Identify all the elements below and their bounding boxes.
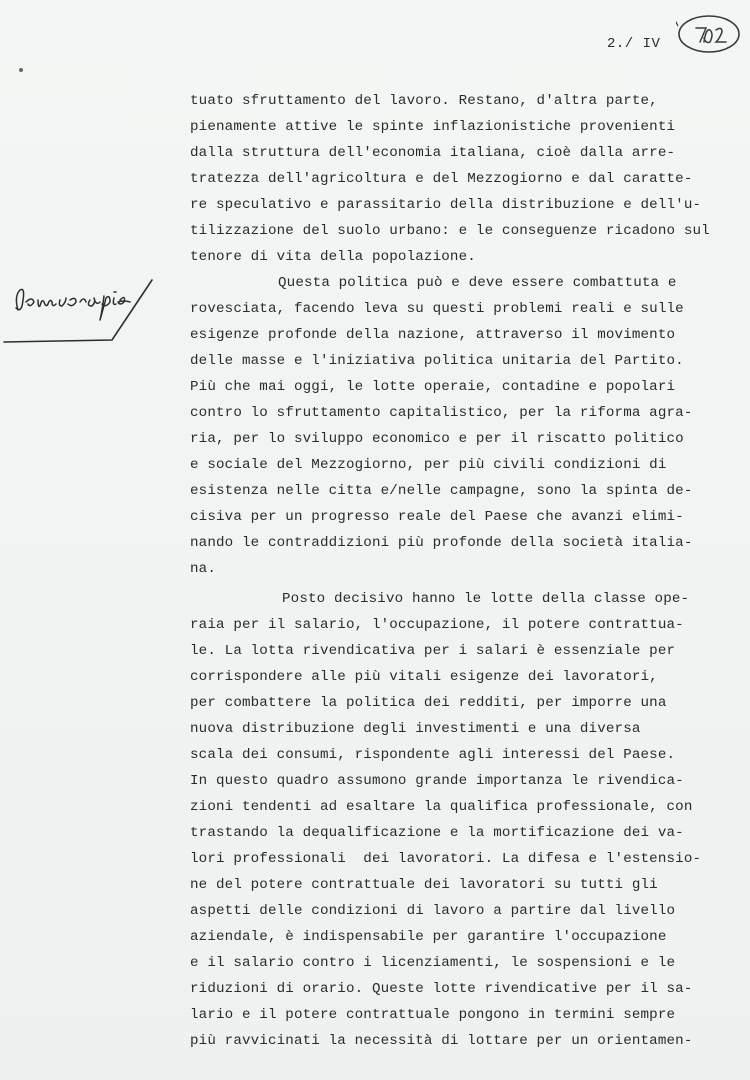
- text-line: aspetti delle condizioni di lavoro a partire dal livello: [190, 903, 676, 919]
- text-line: In questo quadro assumono grande importanza le rivendica-: [190, 773, 684, 789]
- text-line: tratezza dell'agricoltura e del Mezzogiorno e dal caratte-: [190, 171, 693, 187]
- text-line: e il salario contro i licenziamenti, le sospensioni e le: [190, 955, 676, 971]
- text-line: Più che mai oggi, le lotte operaie, contadine e popolari: [190, 379, 676, 395]
- text-line: zioni tendenti ad esaltare la qualifica professionale, con: [190, 799, 693, 815]
- typewritten-text: [190, 88, 730, 1054]
- text-line: nando le contraddizioni più profonde della società italia-: [190, 535, 693, 551]
- text-line: ne del potere contrattuale dei lavoratori su tutti gli: [190, 877, 658, 893]
- text-line: lori professionali dei lavoratori. La difesa e l'estensio-: [190, 851, 702, 867]
- text-line: tenore di vita della popolazione.: [190, 249, 476, 265]
- text-line: trastando la dequalificazione e la mortificazione dei va-: [190, 825, 684, 841]
- ink-speck: [19, 68, 23, 72]
- text-line: aziendale, è indispensabile per garantire l'occupazione: [190, 929, 667, 945]
- text-line: na.: [190, 561, 216, 577]
- text-line: raia per il salario, l'occupazione, il potere contrattua-: [190, 617, 684, 633]
- text-line: scala dei consumi, rispondente agli interessi del Paese.: [190, 747, 676, 763]
- text-line: e sociale del Mezzogiorno, per più civili condizioni di: [190, 457, 667, 473]
- text-line: cisiva per un progresso reale del Paese che avanzi elimi-: [190, 509, 684, 525]
- text-line: dalla struttura dell'economia italiana, cioè dalla arre-: [190, 145, 676, 161]
- handwritten-margin-note: [0, 272, 170, 354]
- text-line: tuato sfruttamento del lavoro. Restano, d'altra parte,: [190, 93, 658, 109]
- page-number: 2./ IV: [607, 36, 661, 52]
- text-line: riduzioni di orario. Queste lotte rivendicative per il sa-: [190, 981, 693, 997]
- text-line: le. La lotta rivendicativa per i salari è essenziale per: [190, 643, 676, 659]
- archive-stamp: [676, 12, 742, 56]
- text-line: contro lo sfruttamento capitalistico, per la riforma agra-: [190, 405, 693, 421]
- text-line: re speculativo e parassitario della distribuzione e dell'u-: [190, 197, 702, 213]
- paragraph-start-line: Posto decisivo hanno le lotte della classe ope-: [282, 591, 690, 607]
- text-line: delle masse e l'iniziativa politica unitaria del Partito.: [190, 353, 684, 369]
- text-line: più ravvicinati la necessità di lottare per un orientamen-: [190, 1033, 693, 1049]
- text-line: esigenze profonde della nazione, attraverso il movimento: [190, 327, 676, 343]
- text-line: nuova distribuzione degli investimenti e una diversa: [190, 721, 641, 737]
- paragraph-start-line: Questa politica può e deve essere combattuta e: [278, 275, 677, 291]
- text-line: pienamente attive le spinte inflazionistiche provenienti: [190, 119, 676, 135]
- text-line: corrispondere alle più vitali esigenze dei lavoratori,: [190, 669, 658, 685]
- text-line: tilizzazione del suolo urbano: e le conseguenze ricadono sul: [190, 223, 710, 239]
- text-line: lario e il potere contrattuale pongono in termini sempre: [190, 1007, 676, 1023]
- text-line: esistenza nelle citta e/nelle campagne, sono la spinta de-: [190, 483, 693, 499]
- text-line: rovesciata, facendo leva su questi problemi reali e sulle: [190, 301, 684, 317]
- text-line: ria, per lo sviluppo economico e per il riscatto politico: [190, 431, 684, 447]
- text-line: per combattere la politica dei redditi, per imporre una: [190, 695, 667, 711]
